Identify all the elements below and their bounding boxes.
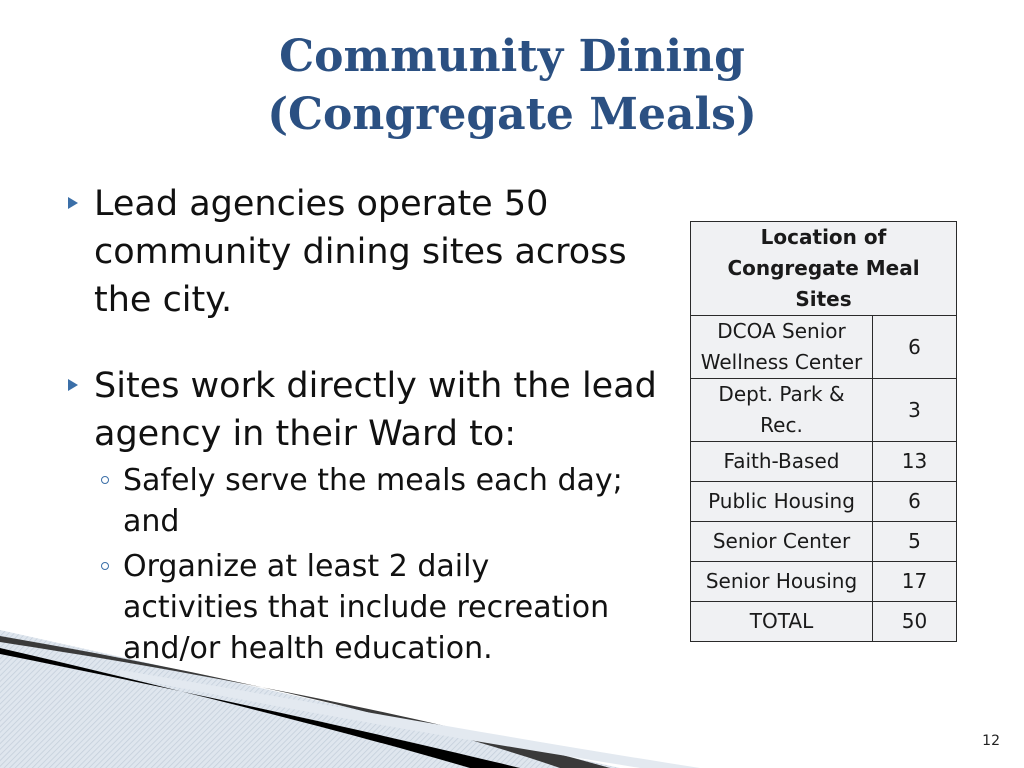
sub-bullet-text-2: Organize at least 2 daily activities that include recreation and/or health education.: [123, 549, 610, 666]
slide-title: [0, 28, 1024, 144]
slide-title-line-2: (Congregate Meals): [267, 89, 757, 140]
table-header: Location of Congregate Meal Sites: [691, 222, 957, 316]
site-type-cell: Senior Center: [691, 522, 873, 562]
total-count-cell: 50: [873, 602, 957, 642]
site-count-cell: 17: [873, 562, 957, 602]
table-row: [691, 316, 957, 379]
site-count-cell: 6: [873, 316, 957, 379]
slide-title-line-1: Community Dining: [279, 31, 745, 82]
circle-bullet-icon: [101, 562, 109, 570]
decorative-swoosh: [0, 630, 1024, 768]
bullet-text-1: Lead agencies operate 50 community dining sites across the city.: [94, 184, 627, 320]
site-type-cell: DCOA Senior Wellness Center: [691, 316, 873, 379]
site-type-cell: Dept. Park & Rec.: [691, 379, 873, 442]
triangle-bullet-icon: [68, 379, 78, 391]
sub-bullet-item-1: [64, 460, 633, 542]
table-row: [691, 522, 957, 562]
site-count-cell: 6: [873, 482, 957, 522]
bullet-item-1: [64, 180, 694, 324]
site-count-cell: 13: [873, 442, 957, 482]
total-label-cell: TOTAL: [691, 602, 873, 642]
table-row: [691, 482, 957, 522]
meal-sites-table: [690, 221, 957, 642]
table-row: [691, 562, 957, 602]
site-count-cell: 3: [873, 379, 957, 442]
bullet-list: [64, 180, 694, 669]
triangle-bullet-icon: [68, 197, 78, 209]
site-type-cell: Public Housing: [691, 482, 873, 522]
page-number: 12: [982, 733, 1000, 749]
bullet-item-2: [64, 362, 694, 458]
circle-bullet-icon: [101, 476, 109, 484]
site-type-cell: Faith-Based: [691, 442, 873, 482]
site-count-cell: 5: [873, 522, 957, 562]
table-row: [691, 442, 957, 482]
table-row: [691, 379, 957, 442]
sub-bullet-text-1: Safely serve the meals each day; and: [123, 463, 623, 539]
site-type-cell: Senior Housing: [691, 562, 873, 602]
bullet-text-2: Sites work directly with the lead agency in their Ward to:: [94, 366, 657, 454]
